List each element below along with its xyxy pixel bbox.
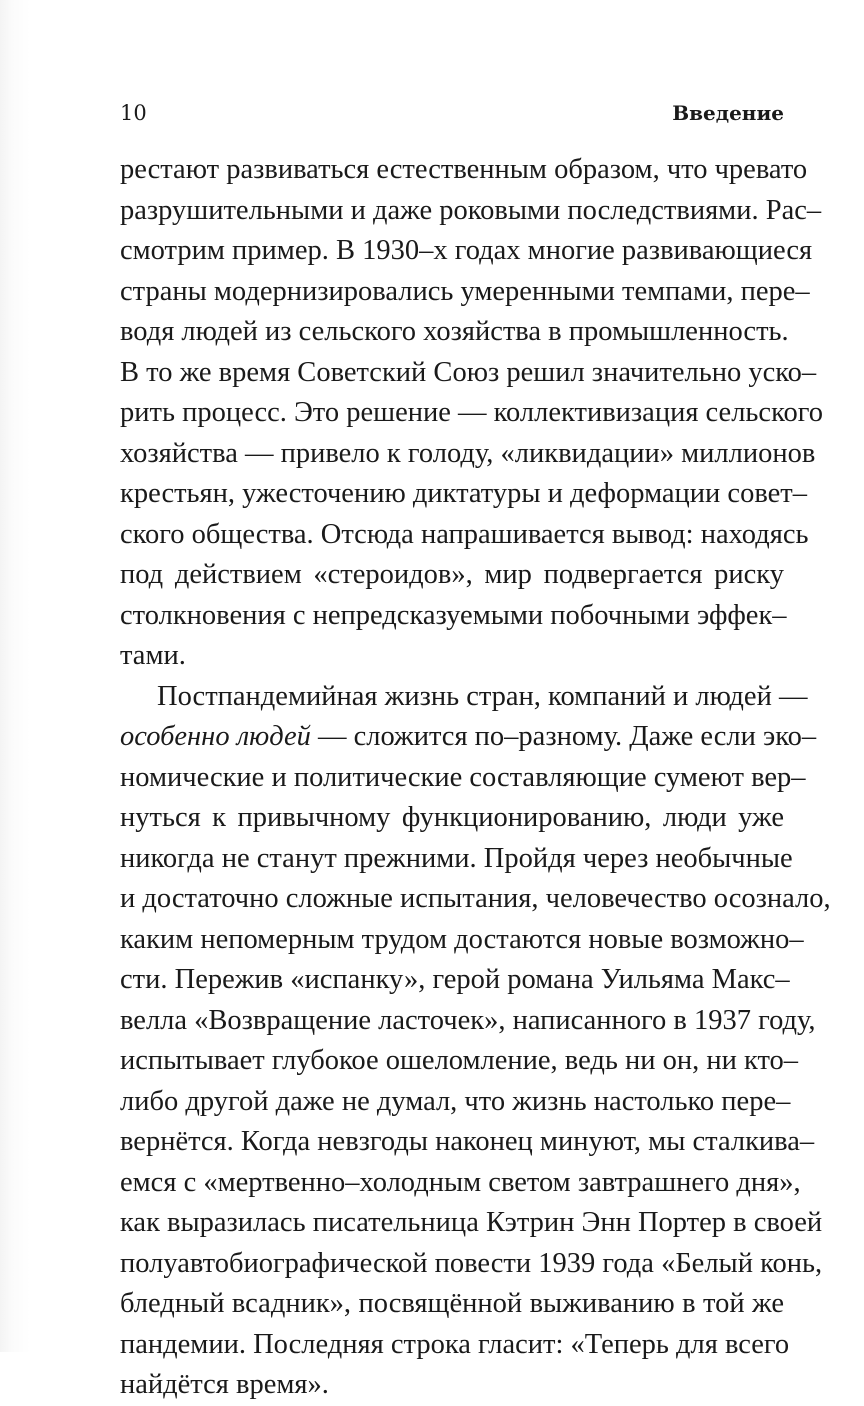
text-line: испытывает глубокое ошеломление, ведь ни он, ни кто– <box>120 1045 799 1076</box>
text-line: емся с «мертвенно–холодным светом завтрашнего дня», <box>120 1166 801 1198</box>
text-line: найдётся время». <box>120 1369 329 1400</box>
text-line: водя людей из сельского хозяйства в промышленность. <box>120 316 789 347</box>
text-line: номические и политические составляющие сумеют вер– <box>120 761 806 793</box>
text-line: ского общества. Отсюда напрашивается вывод: находясь <box>120 518 809 550</box>
text-line: нуться к привычному функционированию, люди уже <box>120 802 784 833</box>
text-line: крестьян, ужесточению диктатуры и деформации совет– <box>120 478 807 509</box>
italic-emphasis: особенно людей <box>120 721 311 752</box>
text-line <box>120 717 817 758</box>
paragraph-2 <box>120 677 831 1406</box>
text-line: никогда не станут прежними. Пройдя через необычные <box>120 842 793 874</box>
text-line: страны модернизировались умеренными темпами, пере– <box>120 275 810 307</box>
running-header <box>120 101 784 131</box>
text-line: сти. Пережив «испанку», герой романа Уильяма Макс– <box>120 964 790 995</box>
text-line: тами. <box>120 640 186 671</box>
text-line: как выразилась писательница Кэтрин Энн Портер в своей <box>120 1207 823 1238</box>
text-line: столкновения с непредсказуемыми побочными эффек– <box>120 599 787 631</box>
text-line: вернётся. Когда невзгоды наконец минуют, мы сталкива– <box>120 1126 815 1157</box>
text-line: велла «Возвращение ласточек», написанного в 1937 году, <box>120 1004 816 1036</box>
text-line: В то же время Советский Союз решил значительно уско– <box>120 356 817 388</box>
text-line: каким непомерным трудом достаются новые возможно– <box>120 923 804 955</box>
text-line: хозяйства — привело к голоду, «ликвидации» миллионов <box>120 437 816 469</box>
text-line: пандемии. Последняя строка гласит: «Теперь для всего <box>120 1328 790 1360</box>
text-line: под действием «стероидов», мир подвергается риску <box>120 559 784 590</box>
text-line: бледный всадник», посвящённой выживанию в той же <box>120 1288 784 1319</box>
text-line: смотрим пример. В 1930–х годах многие развивающиеся <box>120 235 813 266</box>
page-number: 10 <box>120 101 147 125</box>
text-run: — сложится по–разному. Даже если эко– <box>310 721 817 752</box>
text-line: Постпандемийная жизнь стран, компаний и людей — <box>157 680 808 712</box>
paragraph-1 <box>120 150 823 677</box>
section-title: Введение <box>672 101 784 125</box>
text-line: рить процесс. Это решение — коллективизация сельского <box>120 397 823 428</box>
text-line: рестают развиваться естественным образом, что чревато <box>120 154 808 185</box>
text-line: либо другой даже не думал, что жизнь настолько пере– <box>120 1085 791 1117</box>
text-line: разрушительными и даже роковыми последствиями. Рас– <box>120 194 822 226</box>
body-text <box>120 150 831 1406</box>
text-line: полуавтобиографической повести 1939 года «Белый конь, <box>120 1247 823 1279</box>
text-line: и достаточно сложные испытания, человечество осознало, <box>120 883 831 914</box>
